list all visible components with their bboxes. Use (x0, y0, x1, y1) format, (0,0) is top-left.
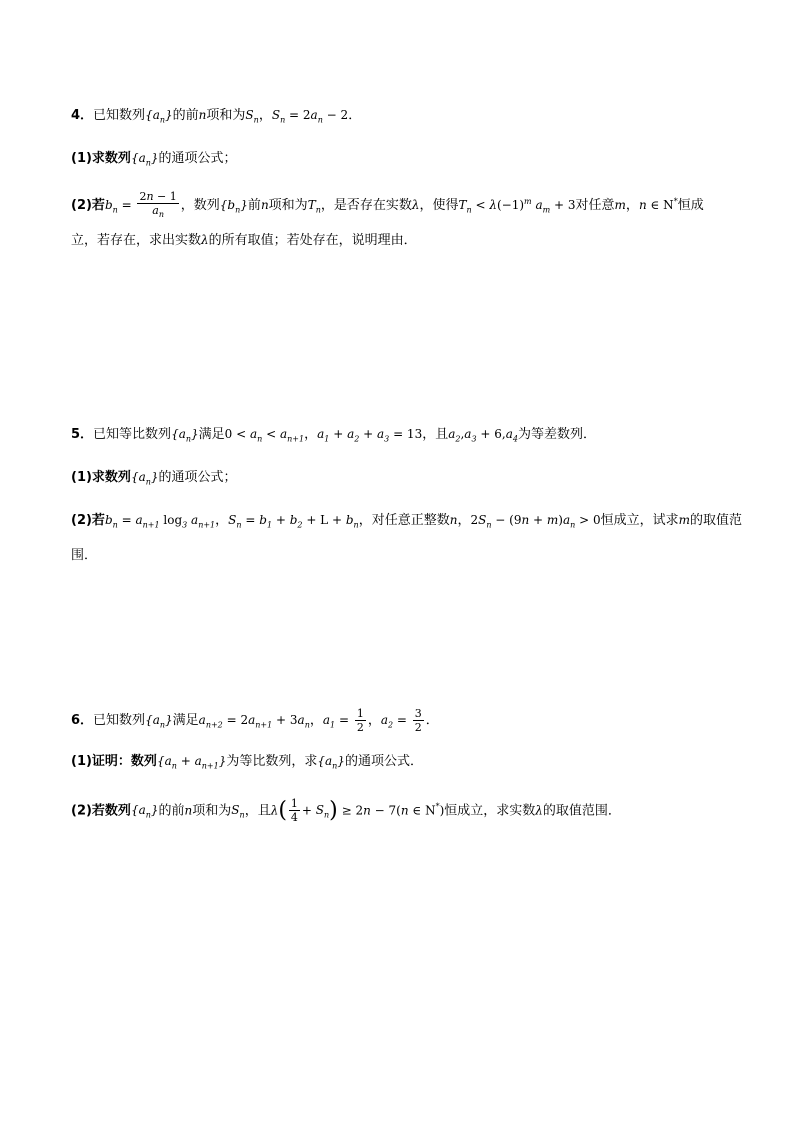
problem-5-stem: 5．已知等比数列$\{a_n\}$满足$0 < a_n < a_{n+1}$，$a_1 + a_2 + a_3 = 13$，且$a_2,a_3 + 6,a_4$为等差数列． (71, 427, 596, 444)
problem-5-part-1: (1)求数列$\{a_n\}$的通项公式； (71, 470, 237, 487)
problem-number: 6． (71, 713, 94, 728)
problem-6-stem: 6．已知数列$\{a_n\}$满足$a_{n+2} = 2a_{n+1} + 3a_n$，$a_1$ = $\frac{1}{2}$ ，$a_2$ = $\frac{3}{2}$ ． (71, 707, 439, 734)
problem-4-part-2-cont: 立，若存在，求出实数λ的所有取值；若处存在，说明理由． (71, 233, 417, 248)
problem-6-part-2: (2)若数列$\{a_n\}$的前n项和为$S_n$，且λ( $\frac{1}{4}$ + $S_n) \ge 2n - 7(n$ ∈ N*)恒成立，求实数λ的取值范围． (71, 797, 621, 825)
problem-6-part-1: (1)证明：数列$\{a_n + a_{n+1}\}$为等比数列，求$\{a_n\}$的通项公式． (71, 754, 423, 771)
problem-number: 4． (71, 108, 94, 123)
problem-4-part-2: (2)若$b_n$ = $\frac{2n - 1}{a_n}$ ，数列$\{b_n\}$前n项和为$T_n$，是否存在实数λ，使得$T_n < \lambda(-1)^m$ $a_m + 3$对任意m，n ∈ N*恒成 (71, 190, 704, 220)
problem-5-part-2: (2)若$b_n = a_{n+1}$ $\log_3 a_{n+1}$，$S_n = b_1 + b_2 + L + b_n$，对任意正整数n，$2S_n - (9n + m)a_n > 0$恒成立，试求m的取值范 (71, 513, 743, 530)
problem-4-part-1: (1)求数列$\{a_n\}$的通项公式； (71, 151, 237, 168)
problem-4-stem: 4．已知数列$\{a_n\}$的前n项和为$S_n$，$S_n = 2a_n - 2$． (71, 108, 362, 125)
problem-number: 5． (71, 427, 94, 442)
problem-5-part-2-cont: 围． (71, 548, 98, 563)
